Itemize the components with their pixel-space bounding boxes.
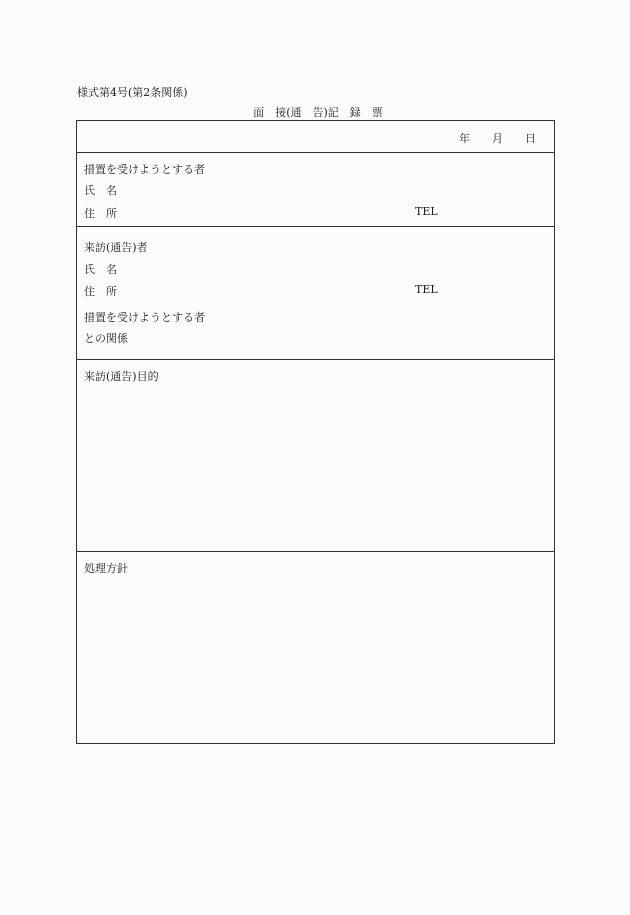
visitor-name-label: 氏 名 [84,263,117,276]
purpose-section [77,360,554,552]
date-row [77,121,554,153]
subject-section [77,153,554,227]
policy-section [77,552,554,743]
visitor-relation-label-line1: 措置を受けようとする者 [84,311,205,324]
form-title: 面 接(通 告)記 録 票 [253,106,383,119]
month-label: 月 [492,132,503,145]
subject-heading: 措置を受けようとする者 [84,163,205,176]
subject-tel-label: TEL [415,205,438,218]
visitor-tel-label: TEL [415,283,438,296]
form-number: 様式第4号(第2条関係) [77,86,188,99]
day-label: 日 [525,132,536,145]
subject-name-label: 氏 名 [84,184,117,197]
visitor-address-label: 住 所 [84,285,117,298]
year-label: 年 [459,132,470,145]
record-table [76,120,555,744]
policy-heading: 処理方針 [84,562,128,575]
visitor-section [77,227,554,360]
visitor-heading: 来訪(通告)者 [84,241,148,254]
subject-address-label: 住 所 [84,207,117,220]
purpose-heading: 来訪(通告)目的 [84,370,159,383]
date-fields [437,130,536,146]
visitor-relation-label-line2: との関係 [84,332,128,345]
